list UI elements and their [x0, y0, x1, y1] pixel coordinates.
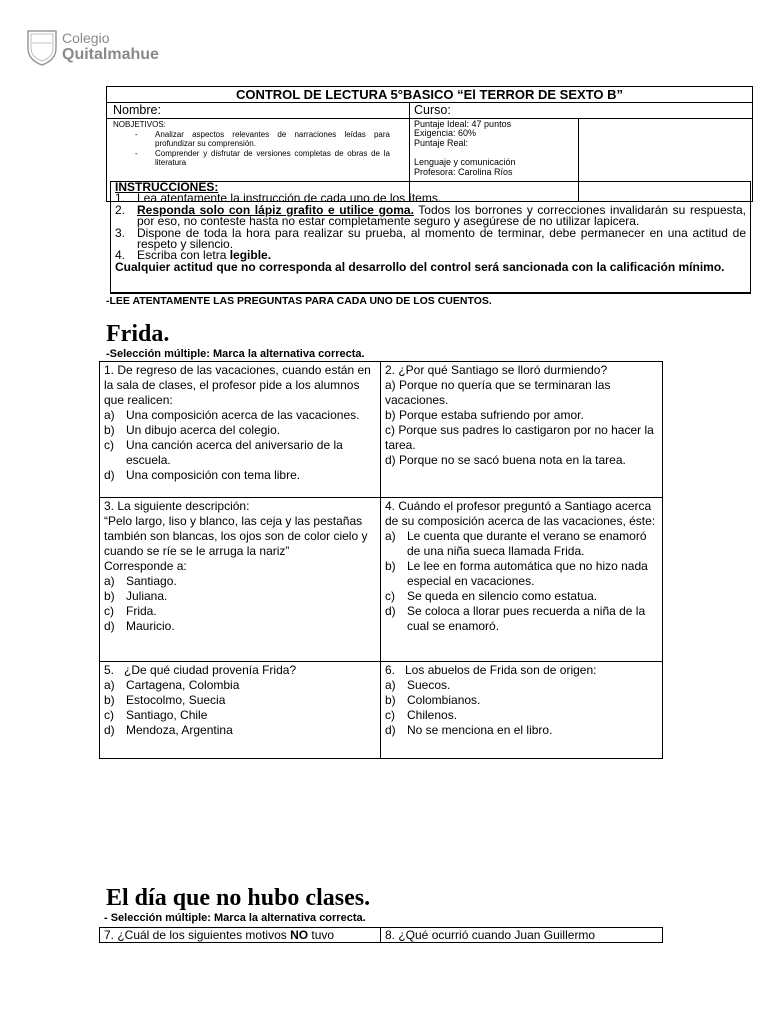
- option[interactable]: c) Chilenos.: [385, 708, 458, 722]
- read-carefully-note: -LEE ATENTAMENTE LAS PREGUNTAS PARA CADA UNO DE LOS CUENTOS.: [106, 295, 492, 307]
- option[interactable]: b) Porque estaba sufriendo por amor.: [385, 408, 584, 422]
- question-1: 1. De regreso de las vacaciones, cuando están en la sala de clases, el profesor pide a los alumnos que realicen: a) Una composición acerca de las vacaciones. b) Un dibujo acerca del colegio. c) Una canción acerca del aniversario de la escuela. d) Una composición con tema libre.: [100, 362, 381, 497]
- option[interactable]: c) Una canción acerca del aniversario de la escuela.: [104, 438, 343, 467]
- shield-crest-icon: [26, 28, 58, 66]
- curso-field[interactable]: Curso:: [414, 103, 451, 117]
- option[interactable]: a) Suecos.: [385, 678, 451, 692]
- section-subtitle: -Selección múltiple: Marca la alternativa correcta.: [106, 348, 365, 360]
- instruction-item: 4. Escriba con letra legible.: [115, 248, 272, 263]
- objetivo-item: - Analizar aspectos relevantes de narraciones leídas para profundizar su comprensión.: [135, 129, 390, 148]
- option[interactable]: a) Santiago.: [104, 574, 177, 588]
- option[interactable]: d) No se menciona en el libro.: [385, 723, 553, 737]
- puntaje-ideal: Puntaje Ideal: 47 puntos: [414, 119, 512, 129]
- section-title-frida: Frida.: [106, 321, 170, 347]
- exam-title: CONTROL DE LECTURA 5°BASICO “El TERROR DE SEXTO B”: [107, 87, 752, 103]
- option[interactable]: b) Juliana.: [104, 589, 168, 603]
- instruction-item: 2. Responda solo con lápiz grafito e utilice goma. Todos los borrones y correcciones invalidarán su respuesta, por eso, no conteste hasta no estar completamente seguro y asegúrese de no utilizar lapicera.: [115, 202, 746, 229]
- school-logo: [26, 26, 176, 68]
- question-5: 5. ¿De qué ciudad provenía Frida? a) Cartagena, Colombia b) Estocolmo, Suecia c) Santiago, Chile d) Mendoza, Argentina: [100, 662, 381, 758]
- question-6: 6. Los abuelos de Frida son de origen: a) Suecos. b) Colombianos. c) Chilenos. d) No se menciona en el libro.: [381, 662, 662, 758]
- nombre-field[interactable]: Nombre:: [107, 103, 410, 118]
- instructions-box: [110, 181, 751, 294]
- question-2: 2. ¿Por qué Santiago se lloró durmiendo? a) Porque no quería que se terminaran las vacaciones. b) Porque estaba sufriendo por amor. c) Porque sus padres lo castigaron por no hacer la tarea. d) Porque no se sacó buena nota en la tarea.: [381, 362, 662, 497]
- section-title-dia-sin-clases: El día que no hubo clases.: [106, 885, 371, 911]
- logo-line2: Quitalmahue: [62, 46, 159, 63]
- option[interactable]: a) Le cuenta que durante el verano se enamoró de una niña sueca llamada Frida.: [385, 529, 647, 558]
- logo-line1: Colegio: [62, 30, 110, 46]
- option[interactable]: b) Un dibujo acerca del colegio.: [104, 423, 281, 437]
- question-3: 3. La siguiente descripción: “Pelo largo, liso y blanco, las ceja y las pestañas también son blancas, los ojos son de color cielo y cuando se ríe se le arruga la nariz” Corresponde a: a) Santiago. b) Juliana. c) Frida. d) Mauricio.: [100, 498, 381, 661]
- instruction-item: 1. Lea atentamente la instrucción de cada uno de los ítems.: [115, 191, 442, 206]
- option[interactable]: b) Colombianos.: [385, 693, 481, 707]
- option[interactable]: b) Le lee en forma automática que no hizo nada especial en vacaciones.: [385, 559, 648, 588]
- option[interactable]: c) Porque sus padres lo castigaron por no hacer la tarea.: [385, 423, 654, 452]
- option[interactable]: a) Una composición acerca de las vacaciones.: [104, 408, 360, 422]
- question-7: 7. ¿Cuál de los siguientes motivos NO tuvo: [100, 928, 381, 942]
- option[interactable]: a) Cartagena, Colombia: [104, 678, 240, 692]
- option[interactable]: d) Se coloca a llorar pues recuerda a niña de la cual se enamoró.: [385, 604, 646, 633]
- profesora: Profesora: Carolina Ríos: [414, 166, 513, 177]
- objetivos-label: NOBJETIVOS:: [113, 120, 166, 129]
- question-8: 8. ¿Qué ocurrió cuando Juan Guillermo: [385, 928, 596, 942]
- option[interactable]: b) Estocolmo, Suecia: [104, 693, 226, 707]
- exigencia: Exigencia: 60%: [414, 128, 477, 139]
- asignatura: Lenguaje y comunicación: [414, 157, 516, 168]
- option[interactable]: d) Mauricio.: [104, 619, 175, 633]
- option[interactable]: d) Porque no se sacó buena nota en la tarea.: [385, 453, 626, 467]
- option[interactable]: c) Santiago, Chile: [104, 708, 208, 722]
- option[interactable]: d) Una composición con tema libre.: [104, 468, 301, 482]
- option[interactable]: c) Se queda en silencio como estatua.: [385, 589, 598, 603]
- question-4: 4. Cuándo el profesor preguntó a Santiago acerca de su composición acerca de las vacaciones, éste: a) Le cuenta que durante el verano se enamoró de una niña sueca llamada Frida. b) Le lee en forma automática que no hizo nada especial en vacaciones. c) Se queda en silencio como estatua. d) Se coloca a llorar pues recuerda a niña de la cual se enamoró.: [381, 498, 662, 661]
- objetivo-item: - Comprender y disfrutar de versiones completas de obras de la literatura: [135, 148, 390, 167]
- option[interactable]: c) Frida.: [104, 604, 157, 618]
- question-grid: [99, 361, 663, 759]
- question-grid-2: [99, 927, 663, 943]
- instruction-item: 3. Dispone de toda la hora para realizar su prueba, al momento de terminar, debe permanecer en una actitud de respeto y silencio.: [115, 225, 746, 252]
- instructions-heading: INSTRUCCIONES:: [115, 180, 219, 194]
- option[interactable]: a) Porque no quería que se terminaran las vacaciones.: [385, 378, 611, 407]
- instructions-warning: Cualquier actitud que no corresponda al desarrollo del control será sancionada con la calificación mínimo.: [115, 259, 725, 274]
- puntaje-real: Puntaje Real:: [414, 137, 469, 148]
- section-subtitle: - Selección múltiple: Marca la alternativa correcta.: [104, 912, 366, 924]
- option[interactable]: d) Mendoza, Argentina: [104, 723, 233, 737]
